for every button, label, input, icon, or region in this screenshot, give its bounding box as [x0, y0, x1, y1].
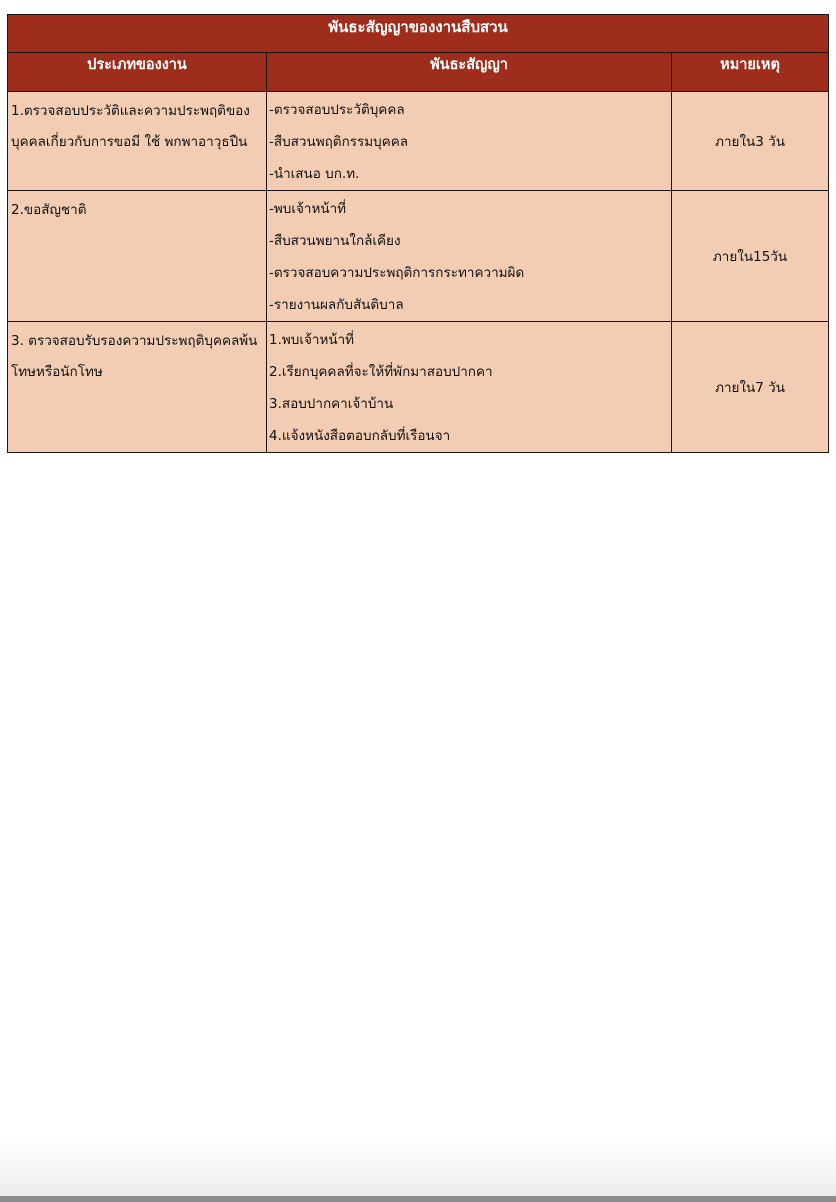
work-type-cell: 2.ขอสัญชาติ	[8, 191, 267, 322]
step-item: -ตรวจสอบประวัติบุคคล	[269, 102, 405, 118]
charter-table	[7, 14, 829, 453]
work-type-cell: 1.ตรวจสอบประวัติและความประพฤติของบุคคลเกี่ยวกับการขอมี ใช้ พกพาอาวุธปืน	[8, 92, 267, 191]
step-item: 1.พบเจ้าหน้าที่	[269, 332, 355, 348]
steps-cell	[267, 322, 672, 453]
step-item: 4.แจ้งหนังสือตอบกลับที่เรือนจา	[269, 428, 451, 444]
steps-list	[267, 191, 671, 321]
step-item: 2.เรียกบุคคลที่จะให้ที่พักมาสอบปากคา	[269, 364, 493, 380]
viewer-footer-bar	[0, 1196, 836, 1202]
steps-cell	[267, 191, 672, 322]
step-item: -รายงานผลกับสันติบาล	[269, 297, 404, 313]
step-item: -นำเสนอ บก.ท.	[269, 166, 360, 182]
table-row	[8, 92, 829, 191]
step-item: -ตรวจสอบความประพฤติการกระทาความผิด	[269, 265, 525, 281]
table-row	[8, 191, 829, 322]
table-title-row	[8, 15, 829, 53]
column-header-note: หมายเหตุ	[672, 53, 829, 92]
table-header-row	[8, 53, 829, 92]
work-type-cell: 3. ตรวจสอบรับรองความประพฤติบุคคลพ้นโทษหรือนักโทษ	[8, 322, 267, 453]
column-header-type: ประเภทของงาน	[8, 53, 267, 92]
step-item: -สืบสวนพฤติกรรมบุคคล	[269, 134, 409, 150]
note-cell: ภายใน15วัน	[672, 191, 829, 322]
viewer-footer-shade	[0, 1136, 836, 1196]
table-title: พันธะสัญญาของงานสืบสวน	[8, 15, 829, 53]
step-item: -สืบสวนพยานใกล้เคียง	[269, 233, 401, 249]
step-item: 3.สอบปากคาเจ้าบ้าน	[269, 396, 394, 412]
table-row	[8, 322, 829, 453]
steps-cell	[267, 92, 672, 191]
steps-list	[267, 322, 671, 452]
document-page	[7, 14, 828, 453]
note-cell: ภายใน3 วัน	[672, 92, 829, 191]
step-item: -พบเจ้าหน้าที่	[269, 201, 347, 217]
note-cell: ภายใน7 วัน	[672, 322, 829, 453]
steps-list	[267, 92, 671, 190]
column-header-charter: พันธะสัญญา	[267, 53, 672, 92]
